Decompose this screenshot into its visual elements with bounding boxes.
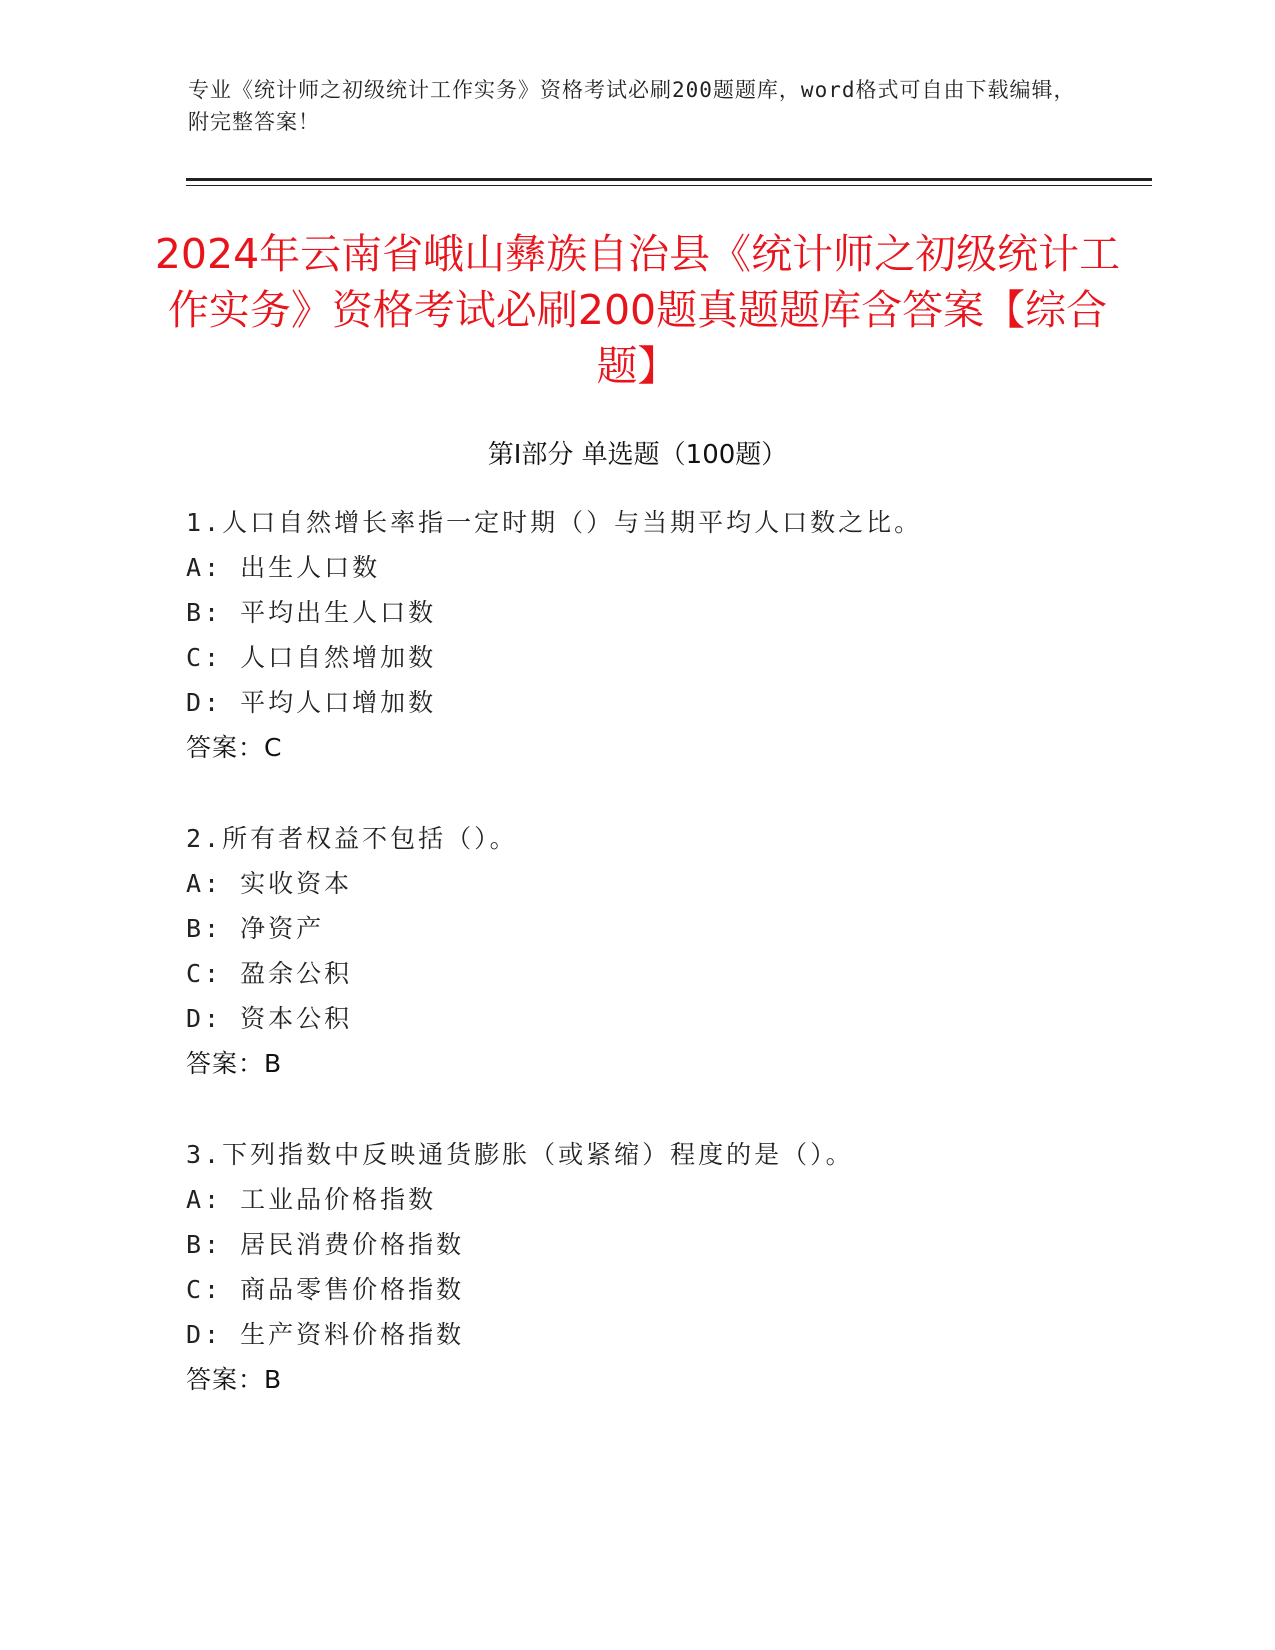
- answer-label: 答案：B: [186, 1049, 283, 1078]
- option-d: D: 资本公积: [186, 1004, 353, 1033]
- section-title: 第I部分 单选题（100题）: [487, 440, 788, 470]
- option-b: B: 居民消费价格指数: [186, 1230, 465, 1259]
- question-stem: 3.下列指数中反映通货膨胀（或紧缩）程度的是（）。: [186, 1140, 854, 1169]
- header-divider-thin: [186, 185, 1152, 186]
- option-d: D: 平均人口增加数: [186, 688, 437, 717]
- option-c: C: 商品零售价格指数: [186, 1275, 465, 1304]
- option-b: B: 平均出生人口数: [186, 598, 437, 627]
- question-1: [186, 500, 1146, 770]
- option-d: D: 生产资料价格指数: [186, 1320, 465, 1349]
- option-c: C: 人口自然增加数: [186, 643, 437, 672]
- question-3: [186, 1132, 1146, 1402]
- question-stem: 2.所有者权益不包括（）。: [186, 824, 518, 853]
- option-a: A: 工业品价格指数: [186, 1185, 437, 1214]
- header-divider-thick: [186, 178, 1152, 181]
- document-title: 2024年云南省峨山彝族自治县《统计师之初级统计工作实务》资格考试必刷200题真题题库含答案【综合题】: [154, 230, 1121, 390]
- option-a: A: 实收资本: [186, 869, 353, 898]
- answer-label: 答案：C: [186, 733, 283, 762]
- answer-label: 答案：B: [186, 1365, 283, 1394]
- question-stem: 1.人口自然增长率指一定时期（）与当期平均人口数之比。: [186, 508, 923, 537]
- question-2: [186, 816, 1146, 1086]
- option-b: B: 净资产: [186, 914, 325, 943]
- header-note: 专业《统计师之初级统计工作实务》资格考试必刷200题题库，word格式可自由下载编辑，附完整答案！: [188, 78, 1076, 134]
- option-a: A: 出生人口数: [186, 553, 381, 582]
- option-c: C: 盈余公积: [186, 959, 353, 988]
